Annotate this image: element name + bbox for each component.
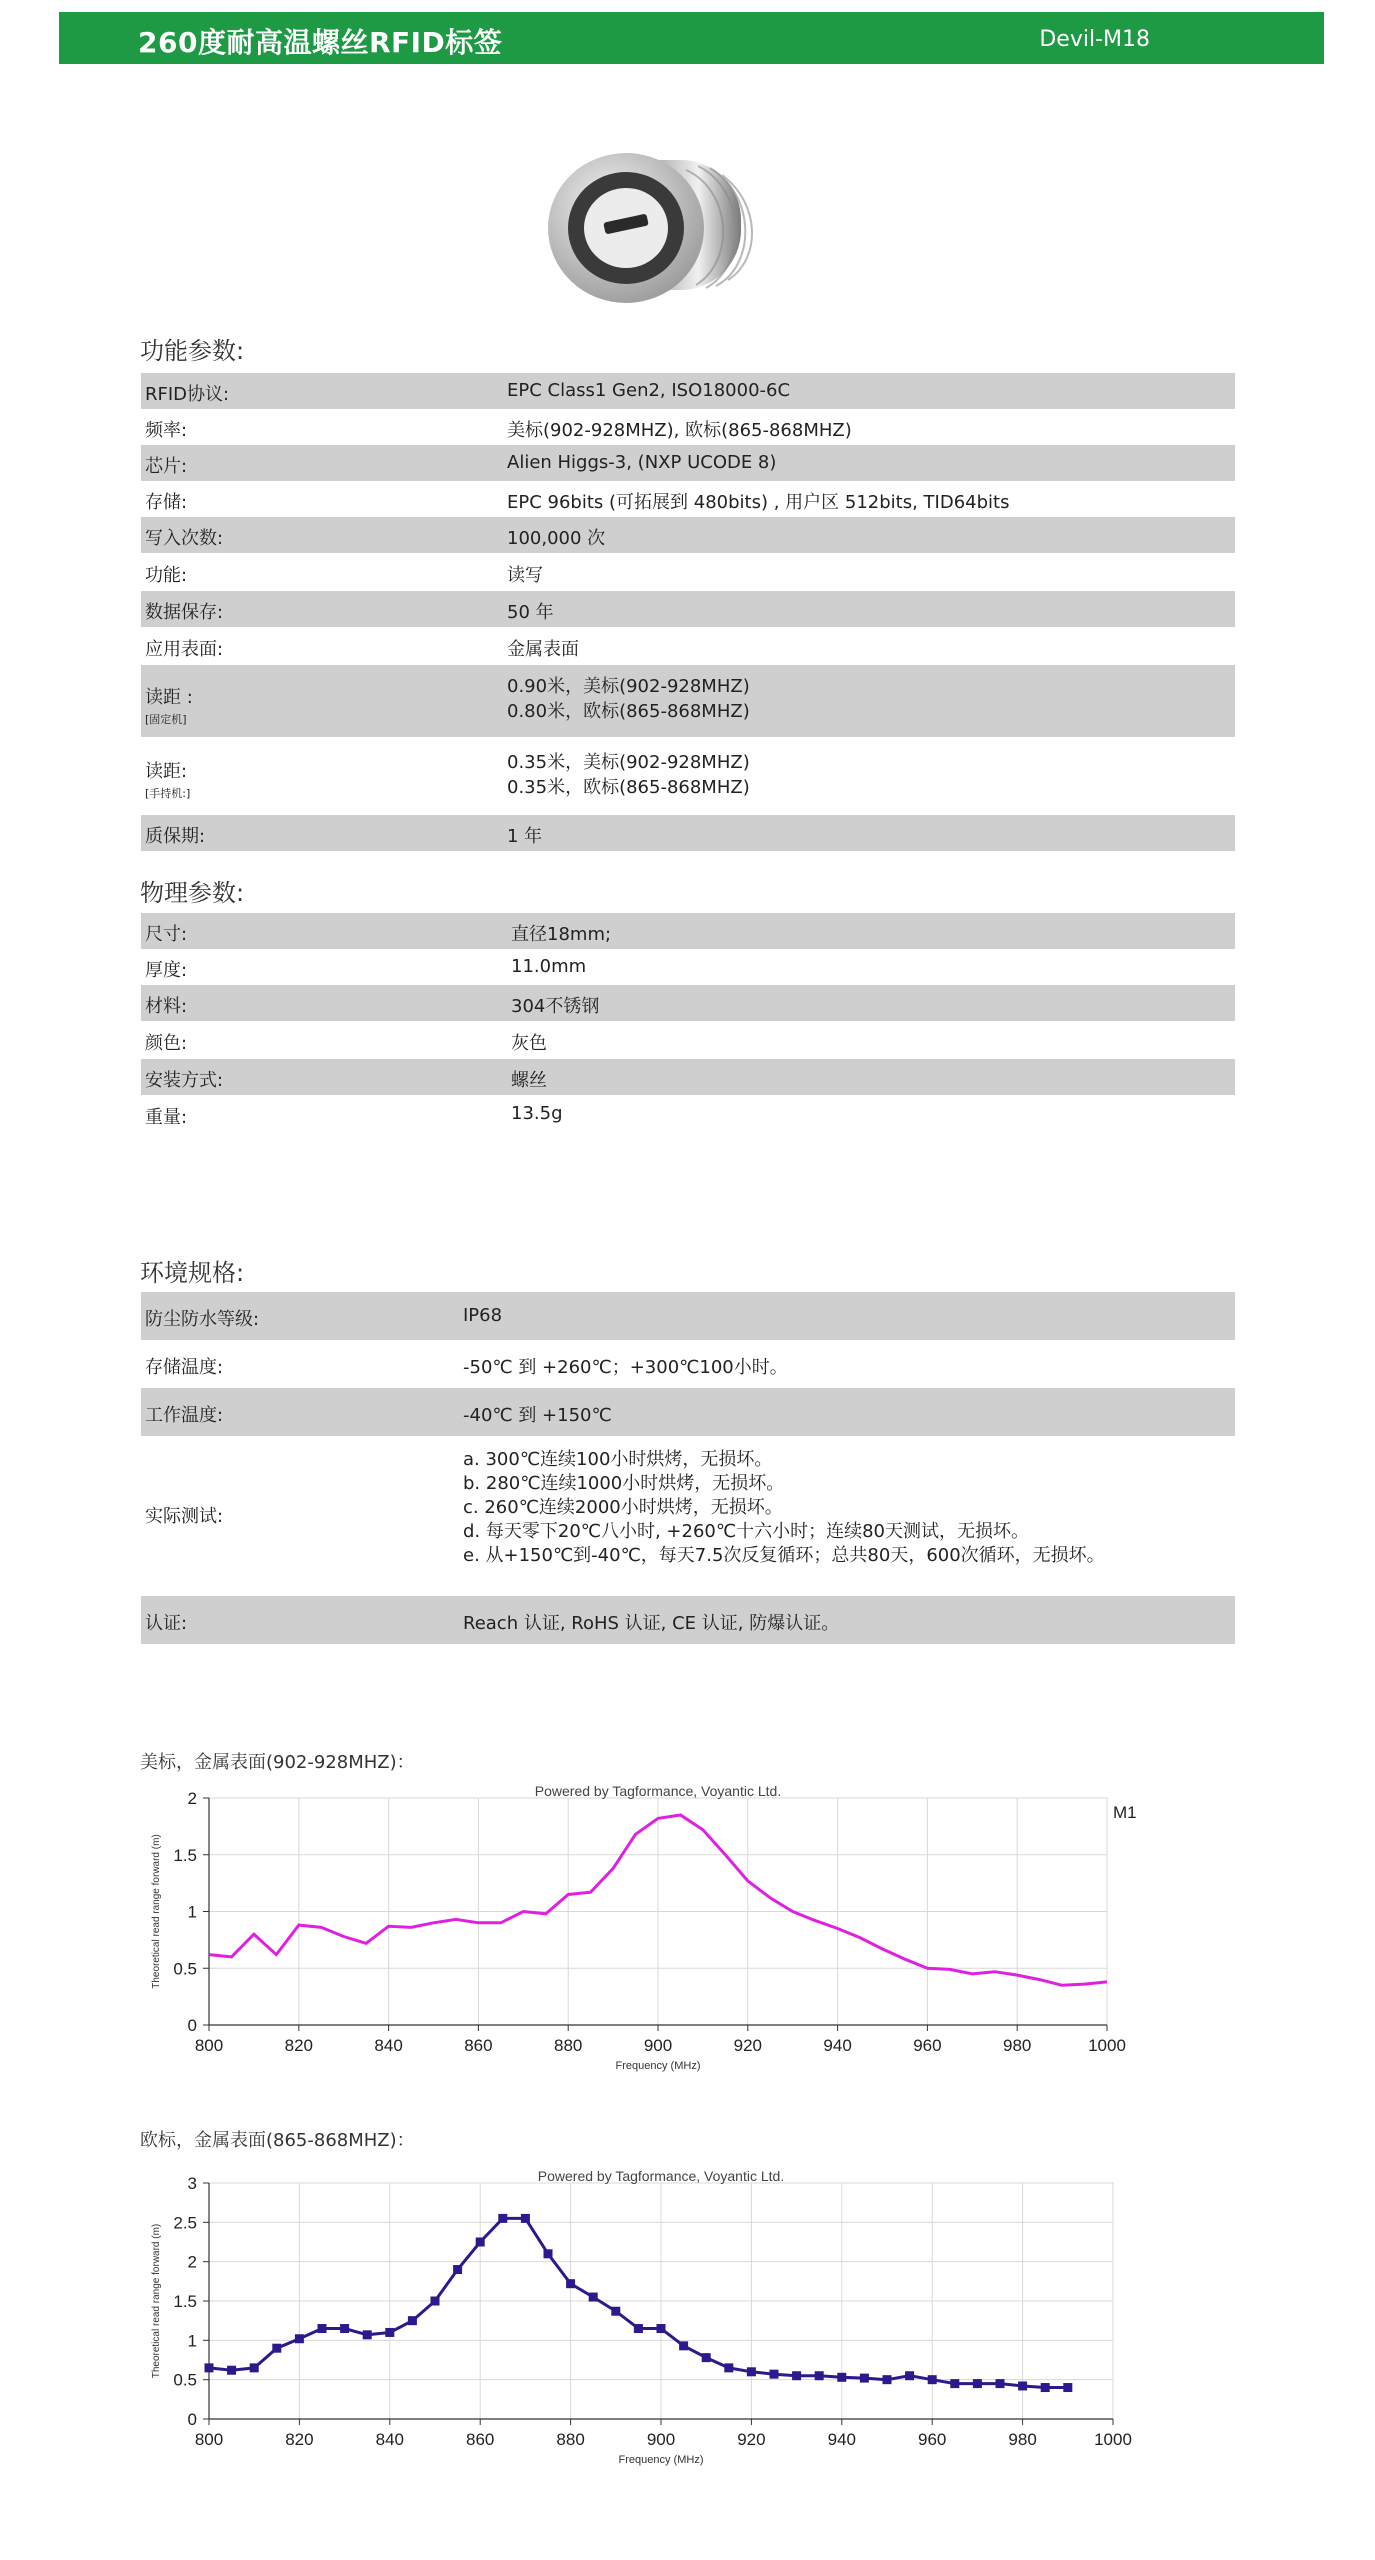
data-point — [205, 2364, 213, 2372]
row-value: 读写 — [507, 565, 543, 586]
row-key: 颜色: — [145, 1033, 188, 1054]
data-point — [951, 2380, 959, 2388]
environment-table — [141, 1292, 1235, 1644]
row-value: a. 300℃连续100小时烘烤，无损坏。 b. 280℃连续1000小时烘烤，无损坏。 c. 260℃连续2000小时烘烤，无损坏。 d. 每天零下20℃八小时, +260℃十六小时；连续80天测试，无损坏。 e. 从+150℃到-40℃，每天7.5次反复循环；总共80天，600次循环，无损坏。 — [463, 1449, 1105, 1566]
row-value: 0.90米，美标(902-928MHZ) 0.80米，欧标(865-868MHZ) — [507, 676, 750, 722]
x-tick-label: 880 — [554, 2036, 583, 2055]
row-key: 材料: — [145, 996, 188, 1017]
data-point — [1064, 2384, 1072, 2392]
data-point — [883, 2376, 891, 2384]
row-key: 功能: — [145, 565, 188, 586]
table-row — [141, 591, 1235, 627]
x-tick-label: 940 — [827, 2430, 856, 2449]
y-tick-label: 0.5 — [173, 2370, 197, 2390]
row-value: 金属表面 — [507, 639, 579, 660]
y-tick-label: 0 — [187, 2016, 197, 2035]
row-key: 认证: — [145, 1613, 188, 1634]
row-value: -40℃ 到 +150℃ — [463, 1405, 612, 1426]
data-point — [747, 2368, 755, 2376]
y-tick-label: 3 — [187, 2174, 197, 2193]
x-tick-label: 800 — [194, 2036, 224, 2055]
row-value: EPC 96bits (可拓展到 480bits) , 用户区 512bits, TID64bits — [507, 492, 1010, 513]
data-point — [680, 2342, 688, 2350]
y-tick-label: 0.5 — [173, 1959, 197, 1979]
row-key: 质保期: — [145, 826, 206, 847]
data-point — [228, 2366, 236, 2374]
table-row — [141, 627, 1235, 665]
x-tick-label: 960 — [913, 2036, 942, 2055]
row-key: RFID协议: — [145, 384, 230, 405]
table-row — [141, 1292, 1235, 1340]
row-key: 厚度: — [145, 960, 188, 981]
row-value: -50℃ 到 +260℃；+300℃100小时。 — [463, 1357, 788, 1378]
x-tick-label: 980 — [1003, 2036, 1032, 2055]
x-tick-label: 920 — [733, 2036, 762, 2055]
table-row — [141, 949, 1235, 985]
row-value: 灰色 — [511, 1033, 547, 1054]
table-row — [141, 409, 1235, 445]
y-tick-label: 1 — [187, 1902, 197, 1922]
row-value: 100,000 次 — [507, 528, 606, 549]
section-title-functional: 功能参数: — [140, 337, 245, 365]
data-point — [996, 2380, 1004, 2388]
row-key: 重量: — [145, 1107, 188, 1128]
table-row — [141, 1340, 1235, 1388]
chart-title: Powered by Tagformance, Voyantic Ltd. — [537, 2168, 785, 2184]
x-tick-label: 840 — [375, 2430, 404, 2449]
row-value: 13.5g — [511, 1103, 563, 1124]
data-point — [634, 2325, 642, 2333]
table-row — [141, 1436, 1235, 1596]
table-row — [141, 1059, 1235, 1095]
row-key: 读距 : [固定机] — [145, 687, 193, 726]
y-tick-label: 2 — [187, 1789, 197, 1808]
chart-label-eu: 欧标，金属表面(865-868MHZ)： — [140, 2130, 415, 2151]
row-value: Reach 认证, RoHS 认证, CE 认证, 防爆认证。 — [463, 1613, 840, 1634]
row-key: 存储温度: — [145, 1357, 224, 1378]
row-key: 频率: — [145, 420, 188, 441]
chart-title: Powered by Tagformance, Voyantic Ltd. — [534, 1783, 782, 1799]
table-row — [141, 815, 1235, 851]
y-axis-label: Theoretical read range forward (m) — [151, 2223, 162, 2379]
row-key: 实际测试: — [145, 1506, 224, 1527]
row-value: 螺丝 — [511, 1070, 547, 1091]
x-tick-label: 800 — [194, 2430, 224, 2449]
data-point — [1019, 2382, 1027, 2390]
data-point — [702, 2354, 710, 2362]
data-point — [386, 2328, 394, 2336]
data-point — [318, 2325, 326, 2333]
row-key: 应用表面: — [145, 639, 224, 660]
x-tick-label: 880 — [556, 2430, 585, 2449]
data-point — [725, 2364, 733, 2372]
section-title-environment: 环境规格: — [140, 1259, 245, 1287]
x-tick-label: 960 — [918, 2430, 947, 2449]
y-tick-label: 1.5 — [173, 1845, 197, 1865]
physical-table — [141, 913, 1235, 1133]
data-point — [454, 2266, 462, 2274]
data-point — [431, 2297, 439, 2305]
x-tick-label: 1000 — [1094, 2430, 1132, 2449]
data-point — [838, 2373, 846, 2381]
row-value: EPC Class1 Gen2, ISO18000-6C — [507, 380, 791, 401]
table-row — [141, 553, 1235, 591]
data-point — [408, 2317, 416, 2325]
table-row — [141, 665, 1235, 737]
row-key: 尺寸: — [145, 924, 188, 945]
data-point — [363, 2331, 371, 2339]
table-row — [141, 985, 1235, 1021]
row-value: 0.35米，美标(902-928MHZ) 0.35米，欧标(865-868MHZ) — [507, 752, 750, 798]
data-point — [273, 2344, 281, 2352]
x-tick-label: 980 — [1008, 2430, 1037, 2449]
screw-body — [548, 153, 752, 303]
table-row — [141, 913, 1235, 949]
x-tick-label: 900 — [643, 2036, 673, 2055]
x-tick-label: 820 — [284, 2036, 313, 2055]
data-point — [521, 2214, 529, 2222]
row-key: 工作温度: — [145, 1405, 224, 1426]
row-key: 芯片: — [145, 456, 188, 477]
y-tick-label: 1 — [187, 2331, 197, 2351]
data-point — [928, 2376, 936, 2384]
x-tick-label: 900 — [646, 2430, 676, 2449]
data-point — [906, 2372, 914, 2380]
data-point — [476, 2238, 484, 2246]
data-point — [544, 2250, 552, 2258]
x-tick-label: 940 — [823, 2036, 852, 2055]
table-row — [141, 1388, 1235, 1436]
data-point — [657, 2325, 665, 2333]
row-key: 存储: — [145, 492, 188, 513]
data-point — [815, 2372, 823, 2380]
data-point — [1041, 2384, 1049, 2392]
y-tick-label: 2.5 — [173, 2213, 197, 2233]
model-name: Devil-M18 — [1039, 27, 1150, 52]
section-title-physical: 物理参数: — [140, 879, 245, 907]
row-value: 11.0mm — [511, 956, 587, 977]
y-tick-label: 2 — [187, 2252, 197, 2272]
header-banner — [59, 12, 1324, 64]
table-row — [141, 1596, 1235, 1644]
table-row — [141, 373, 1235, 409]
chart-eu-read-range — [145, 2165, 1145, 2485]
row-value: 50 年 — [507, 602, 554, 623]
row-value: 1 年 — [507, 826, 543, 847]
x-axis-label: Frequency (MHz) — [615, 2060, 701, 2072]
row-key: 防尘防水等级: — [145, 1309, 260, 1330]
product-image — [516, 120, 776, 335]
row-value: Alien Higgs-3, (NXP UCODE 8) — [507, 452, 777, 473]
row-value: IP68 — [463, 1305, 503, 1326]
data-point — [770, 2370, 778, 2378]
x-axis-label: Frequency (MHz) — [618, 2454, 704, 2466]
y-tick-label: 0 — [187, 2410, 197, 2429]
table-row — [141, 517, 1235, 553]
x-tick-label: 820 — [285, 2430, 314, 2449]
data-point — [793, 2372, 801, 2380]
data-point — [612, 2307, 620, 2315]
x-tick-label: 840 — [374, 2036, 403, 2055]
row-key: 数据保存: — [145, 602, 224, 623]
data-point — [860, 2374, 868, 2382]
row-value: 美标(902-928MHZ), 欧标(865-868MHZ) — [507, 420, 852, 441]
x-tick-label: 860 — [464, 2036, 493, 2055]
row-value: 304不锈钢 — [511, 996, 600, 1017]
x-tick-label: 1000 — [1088, 2036, 1126, 2055]
row-key: 安装方式: — [145, 1070, 224, 1091]
data-point — [295, 2335, 303, 2343]
table-row — [141, 1095, 1235, 1133]
page-title: 260度耐高温螺丝RFID标签 — [138, 26, 503, 59]
y-tick-label: 1.5 — [173, 2292, 197, 2311]
data-point — [589, 2293, 597, 2301]
data-point — [567, 2280, 575, 2288]
y-axis-label: Theoretical read range forward (m) — [151, 1834, 162, 1989]
chart-us-read-range — [145, 1780, 1145, 2090]
data-point — [341, 2325, 349, 2333]
row-key: 读距: [手持机:] — [145, 761, 191, 800]
table-row — [141, 737, 1235, 815]
row-key: 写入次数: — [145, 528, 224, 549]
series-legend-label: M1 — [1113, 1803, 1137, 1822]
x-tick-label: 920 — [737, 2430, 766, 2449]
data-point — [499, 2214, 507, 2222]
table-row — [141, 481, 1235, 517]
functional-table — [141, 373, 1235, 851]
table-row — [141, 1021, 1235, 1059]
chart-label-us: 美标，金属表面(902-928MHZ)： — [140, 1752, 415, 1773]
data-point — [250, 2364, 258, 2372]
table-row — [141, 445, 1235, 481]
data-point — [973, 2380, 981, 2388]
row-value: 直径18mm; — [511, 924, 612, 945]
x-tick-label: 860 — [466, 2430, 495, 2449]
